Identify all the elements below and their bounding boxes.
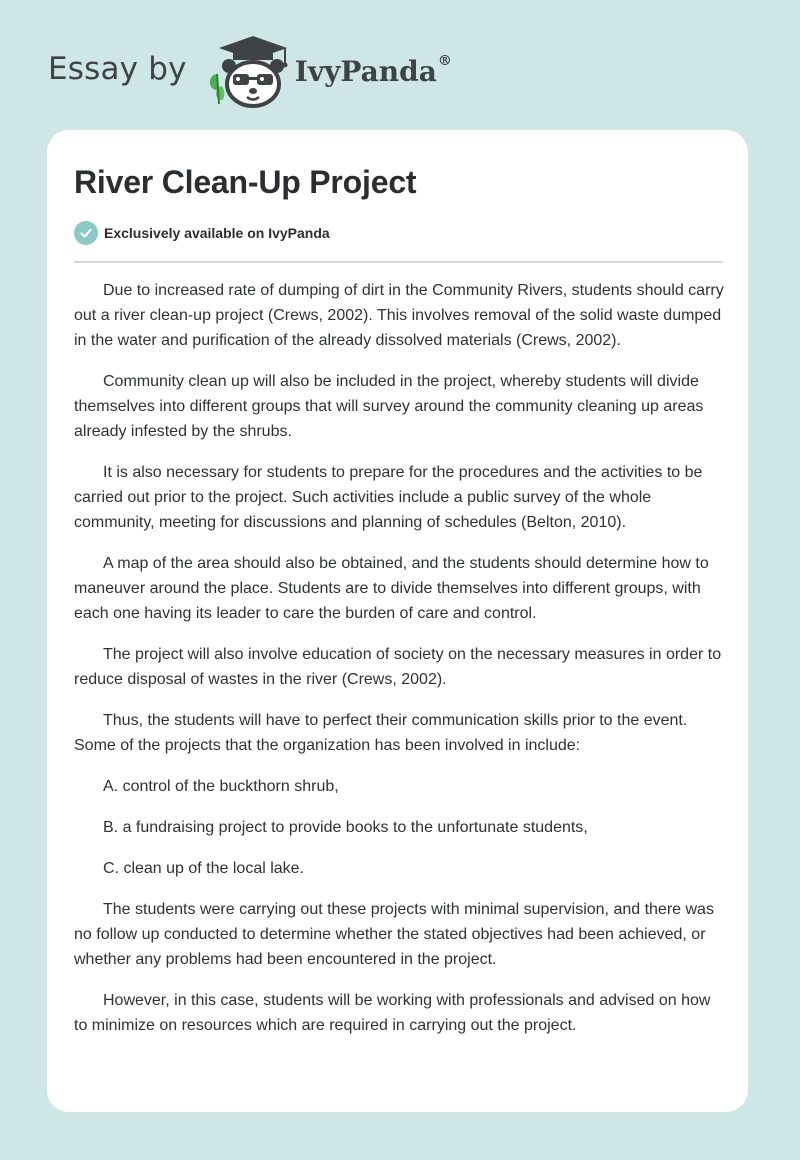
paragraph: The students were carrying out these projects with minimal supervision, and there was no follow up conducted to determine whether the stated objectives had been achieved, or whether any problems had been encountered in the project. [74, 901, 714, 968]
list-item: C. clean up of the local lake. [103, 860, 305, 877]
exclusive-badge [74, 221, 330, 245]
exclusive-text: Exclusively available on IvyPanda [104, 225, 330, 241]
paragraph: Community clean up will also be included in the project, whereby students will divide themselves into different groups that will survey around the community cleaning up areas already infested by the shrubs. [74, 373, 704, 440]
paragraph: A map of the area should also be obtained, and the students should determine how to maneuver around the place. Students are to divide themselves into different groups, with each one having its leader to care the burden of care and control. [74, 555, 709, 622]
paragraph: The project will also involve education of society on the necessary measures in order to reduce disposal of wastes in the river (Crews, 2002). [74, 646, 722, 688]
paragraph: Due to increased rate of dumping of dirt in the Community Rivers, students should carry out a river clean-up project (Crews, 2002). This involves removal of the solid waste dumped in the water and purification of the already dissolved materials (Crews, 2002). [74, 282, 724, 349]
paragraph: Thus, the students will have to perfect their communication skills prior to the event. Some of the projects that the organization has been involved in include: [74, 712, 688, 754]
brand-name[interactable]: IvyPanda® [294, 52, 452, 88]
essay-body [74, 278, 724, 1054]
divider [74, 261, 723, 263]
paragraph: However, in this case, students will be working with professionals and advised on how to minimize on resources which are required in carrying out the project. [74, 992, 711, 1034]
page-title: River Clean-Up Project [74, 164, 417, 200]
site-header [48, 34, 452, 110]
list-item: B. a fundraising project to provide books to the unfortunate students, [103, 819, 588, 836]
list-item: A. control of the buckthorn shrub, [103, 778, 339, 795]
paragraph: It is also necessary for students to prepare for the procedures and the activities to be carried out prior to the project. Such activities include a public survey of the whole community, meeting for discussions and planning of schedules (Belton, 2010). [74, 464, 703, 531]
essay-card [47, 130, 748, 1112]
essay-by-label: Essay by [48, 51, 187, 87]
panda-logo-icon[interactable] [205, 34, 293, 110]
check-icon [74, 221, 98, 245]
registered-mark: ® [437, 52, 452, 69]
